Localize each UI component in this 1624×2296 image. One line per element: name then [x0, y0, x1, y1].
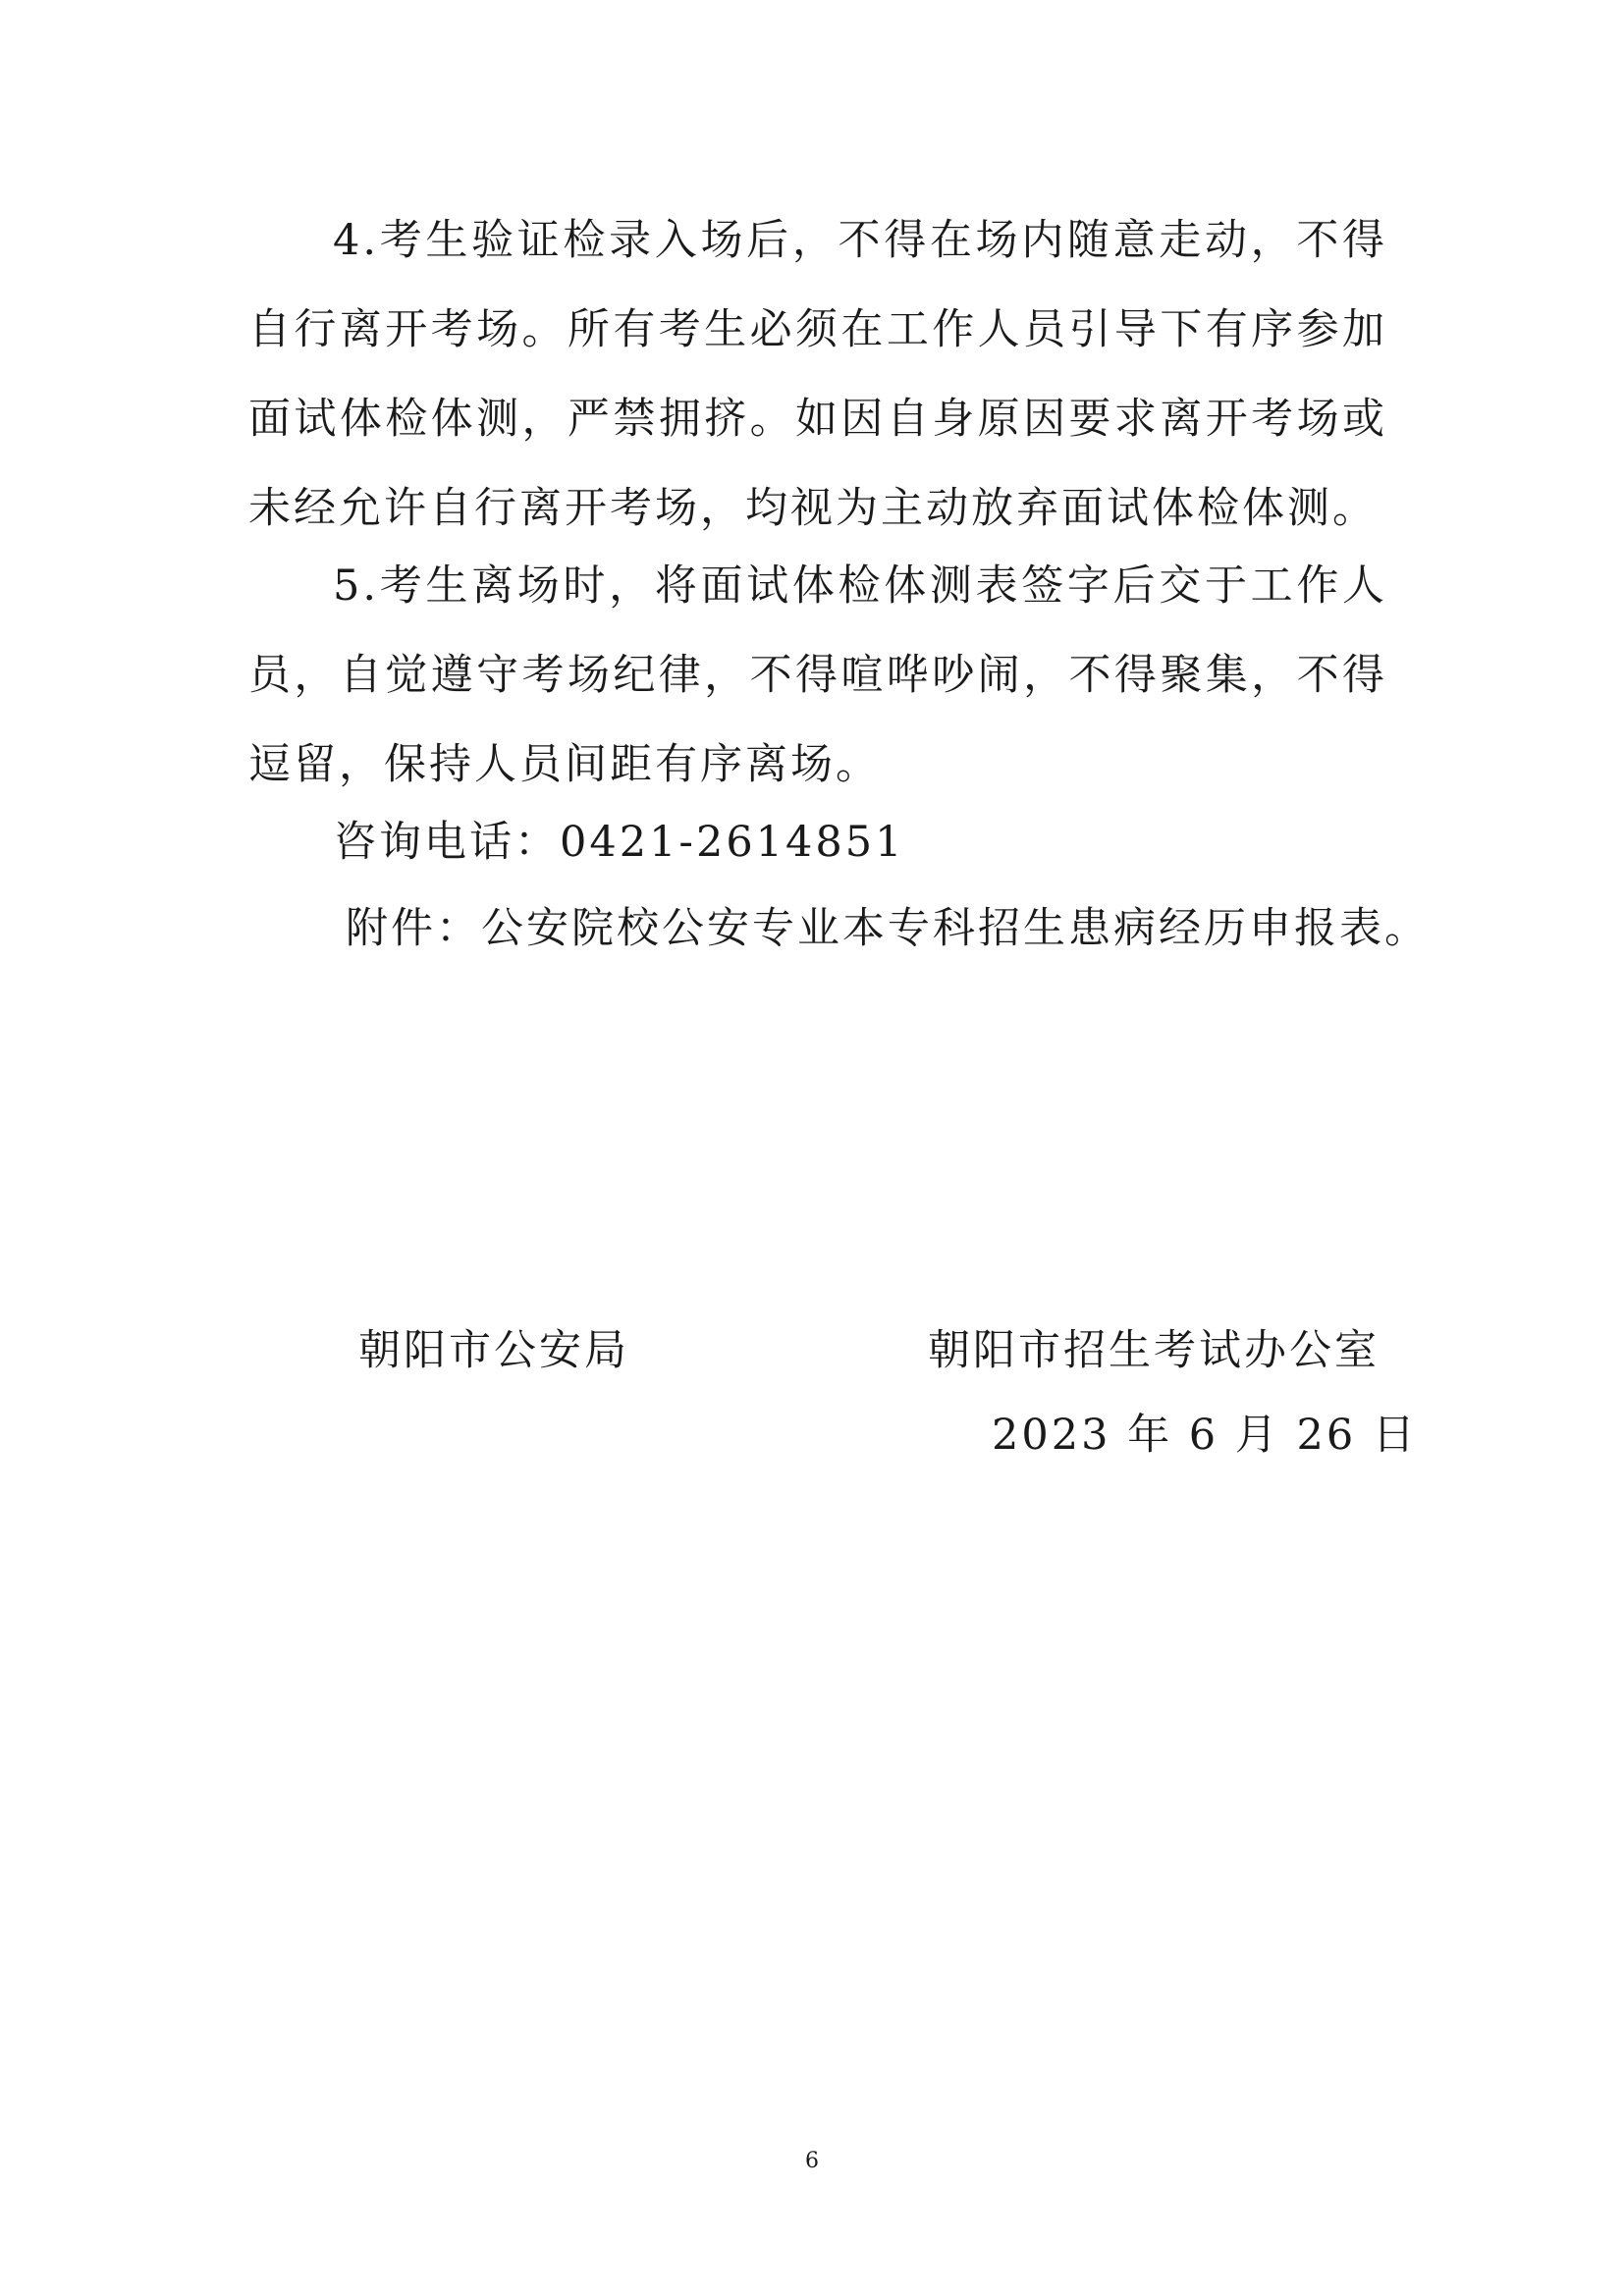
- contact-phone: 咨询电话：0421-2614851: [334, 818, 905, 867]
- issue-date: 2023 年 6 月 26 日: [992, 1411, 1418, 1460]
- paragraph-item-5: 5.考生离场时，将面试体检体测表签字后交于工作人员，自觉遵守考场纪律，不得喧哗吵闹，不得聚集，不得逗留，保持人员间距有序离场。: [248, 561, 1387, 789]
- attachment-note: 附件：公安院校公安专业本专科招生患病经历申报表。: [346, 904, 1430, 953]
- page-number: 6: [805, 2149, 819, 2173]
- paragraph-item-4: 4.考生验证检录入场后，不得在场内随意走动，不得自行离开考场。所有考生必须在工作人员引导下有序参加面试体检体测，严禁拥挤。如因自身原因要求离开考场或未经允许自行离开考场，均视为主动放弃面试体检体测。: [248, 216, 1387, 533]
- signature-exam-office: 朝阳市招生考试办公室: [928, 1326, 1380, 1375]
- signature-public-security-bureau: 朝阳市公安局: [358, 1326, 629, 1375]
